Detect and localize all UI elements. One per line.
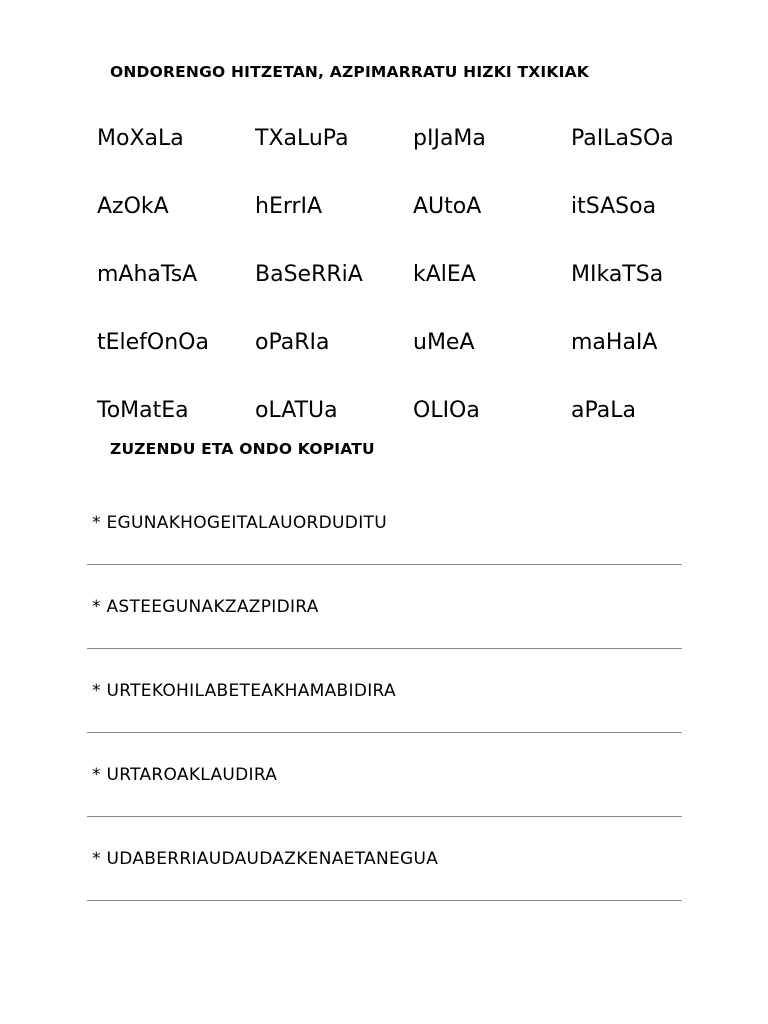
answer-line bbox=[87, 648, 682, 649]
copy-sentence: * UDABERRIAUDAUDAZKENAETANEGUA bbox=[92, 849, 439, 869]
answer-line bbox=[87, 900, 682, 901]
copy-exercise-list bbox=[87, 495, 682, 915]
word-cell: hErrIA bbox=[255, 193, 323, 219]
answer-line bbox=[87, 564, 682, 565]
section1-title: ONDORENGO HITZETAN, AZPIMARRATU HIZKI TXIKIAK bbox=[110, 63, 589, 81]
word-row bbox=[97, 104, 737, 172]
answer-line bbox=[87, 732, 682, 733]
word-cell: AzOkA bbox=[97, 193, 169, 219]
word-grid bbox=[97, 104, 737, 444]
word-cell: maHaIA bbox=[571, 329, 658, 355]
copy-item bbox=[87, 579, 682, 663]
answer-line bbox=[87, 816, 682, 817]
copy-item bbox=[87, 495, 682, 579]
word-cell: MoXaLa bbox=[97, 125, 184, 151]
word-cell: pIJaMa bbox=[413, 125, 486, 151]
word-cell: aPaLa bbox=[571, 397, 636, 423]
word-cell: MIkaTSa bbox=[571, 261, 664, 287]
copy-sentence: * ASTEEGUNAKZAZPIDIRA bbox=[92, 597, 319, 617]
copy-item bbox=[87, 747, 682, 831]
copy-item bbox=[87, 831, 682, 915]
copy-sentence: * URTEKOHILABETEAKHAMABIDIRA bbox=[92, 681, 396, 701]
word-cell: AUtoA bbox=[413, 193, 482, 219]
word-row bbox=[97, 172, 737, 240]
section2-title: ZUZENDU ETA ONDO KOPIATU bbox=[110, 440, 375, 458]
word-row bbox=[97, 308, 737, 376]
copy-sentence: * URTAROAKLAUDIRA bbox=[92, 765, 278, 785]
word-cell: tElefOnOa bbox=[97, 329, 209, 355]
word-cell: itSASoa bbox=[571, 193, 657, 219]
word-cell: OLIOa bbox=[413, 397, 480, 423]
copy-sentence: * EGUNAKHOGEITALAUORDUDITU bbox=[92, 513, 387, 533]
word-cell: ToMatEa bbox=[97, 397, 189, 423]
word-cell: PaILaSOa bbox=[571, 125, 674, 151]
word-cell: uMeA bbox=[413, 329, 475, 355]
word-cell: oPaRIa bbox=[255, 329, 330, 355]
word-row bbox=[97, 376, 737, 444]
word-cell: oLATUa bbox=[255, 397, 338, 423]
word-cell: kAlEA bbox=[413, 261, 476, 287]
word-row bbox=[97, 240, 737, 308]
copy-item bbox=[87, 663, 682, 747]
word-cell: mAhaTsA bbox=[97, 261, 198, 287]
word-cell: TXaLuPa bbox=[255, 125, 349, 151]
word-cell: BaSeRRiA bbox=[255, 261, 363, 287]
